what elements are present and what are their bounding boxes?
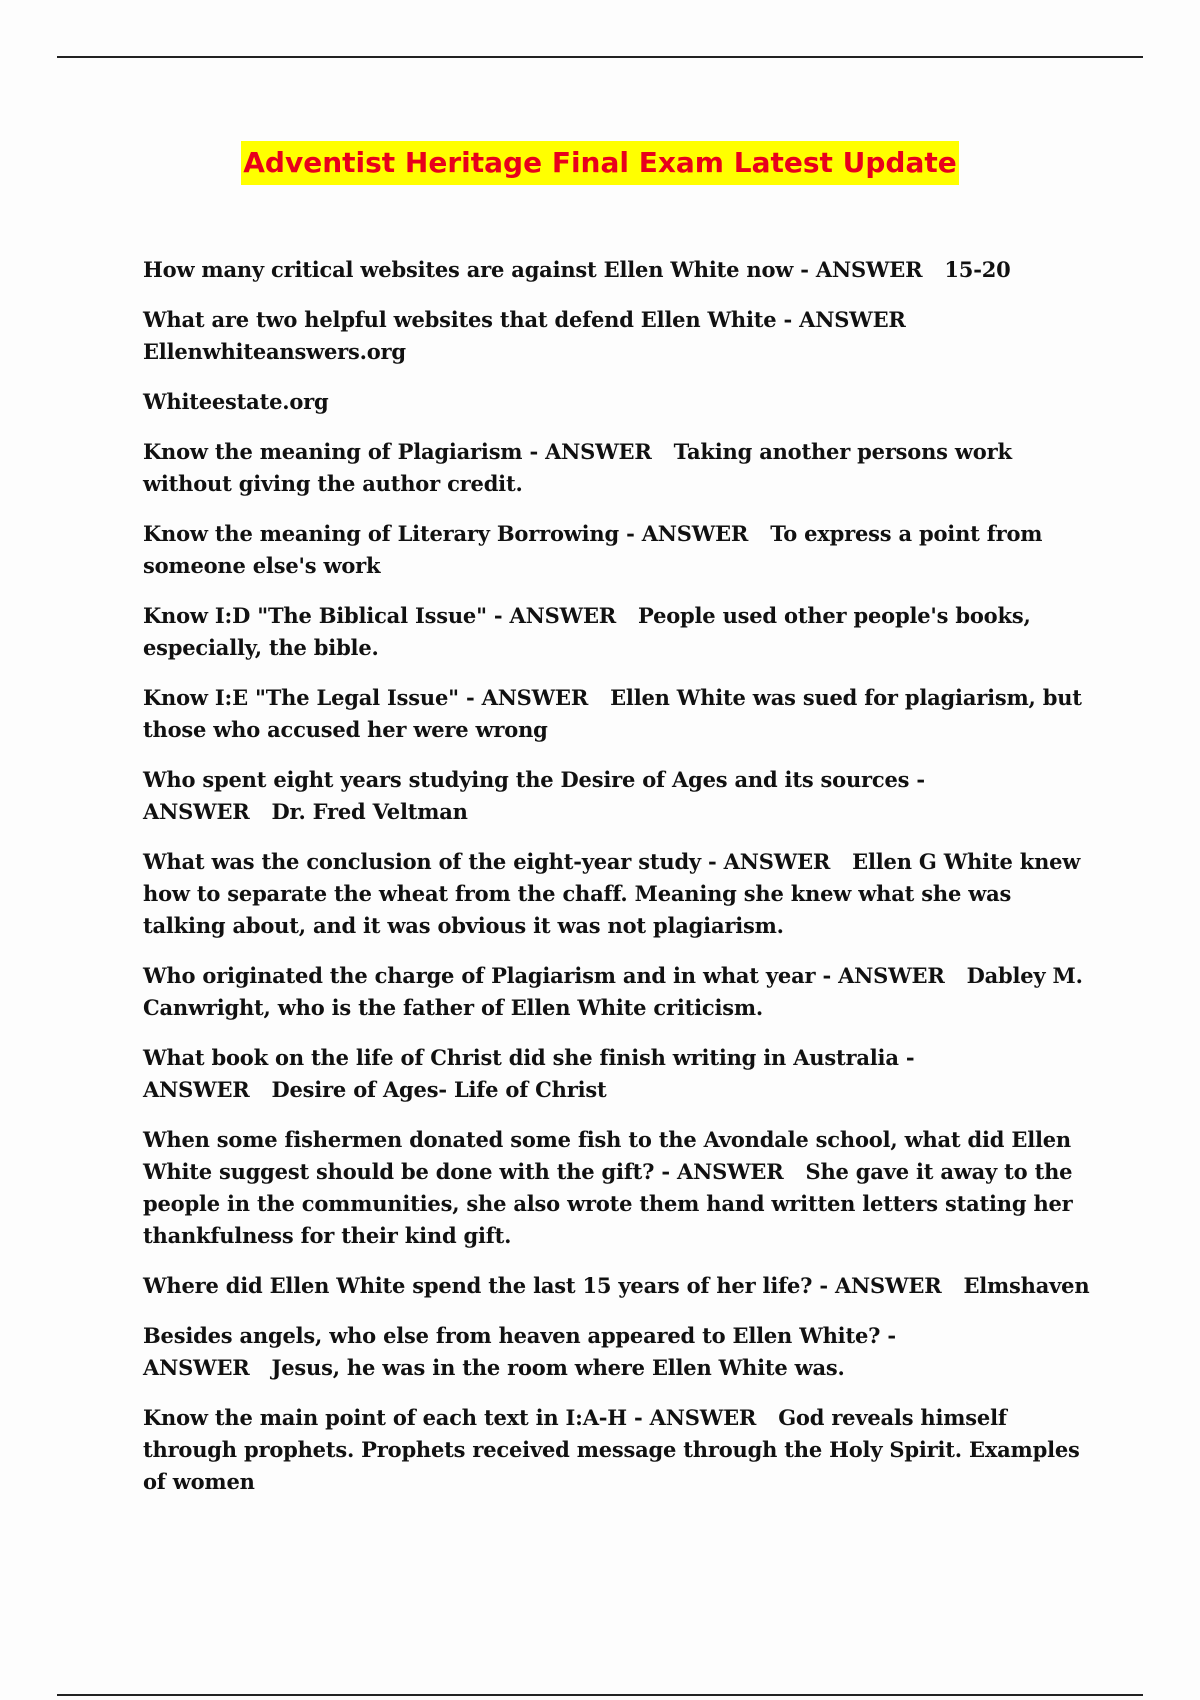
answer-text: Elmshaven [963,1273,1090,1298]
answer-text: Dabley M. Canwright, who is the father of Ellen White criticism. [143,963,1083,1020]
question-text: What are two helpful websites that defend Ellen White - ANSWER [143,307,906,332]
answer-text: Ellen G White knew how to separate the wheat from the chaff. Meaning she knew what she was talking about, and it was obvious it was not plagiarism. [143,849,1081,938]
answer-text: Taking another persons work without giving the author credit. [143,439,1012,496]
question-text: Who originated the charge of Plagiarism and in what year - ANSWER [143,963,945,988]
question-text: When some fishermen donated some fish to the Avondale school, what did Ellen White suggest should be done with the gift? - ANSWER [143,1127,1071,1184]
qa-item [143,600,1093,664]
document-title: Adventist Heritage Final Exam Latest Update [241,141,958,185]
question-text: Know I:E "The Legal Issue" - ANSWER [143,685,589,710]
answer-text: To express a point from someone else's work [143,521,1043,578]
qa-list [143,254,1093,1516]
qa-item [143,518,1093,582]
qa-item [143,386,1093,418]
question-text: What book on the life of Christ did she finish writing in Australia - ANSWER [143,1045,915,1102]
qa-item [143,1124,1093,1252]
qa-item [143,436,1093,500]
question-text: What was the conclusion of the eight-year study - ANSWER [143,849,831,874]
answer-text: Whiteestate.org [143,389,329,414]
question-text: Know the meaning of Literary Borrowing - ANSWER [143,521,749,546]
answer-text: People used other people's books, especially, the bible. [143,603,1031,660]
qa-item [143,1320,1093,1384]
answer-text: God reveals himself through prophets. Prophets received message through the Holy Spirit. Examples of women [143,1405,1080,1494]
answer-text: Ellen White was sued for plagiarism, but those who accused her were wrong [143,685,1082,742]
answer-text: Dr. Fred Veltman [271,799,468,824]
qa-item [143,1402,1093,1498]
answer-text: Ellenwhiteanswers.org [143,339,406,364]
answer-text: Jesus, he was in the room where Ellen White was. [271,1355,845,1380]
question-text: Know the main point of each text in I:A-H - ANSWER [143,1405,757,1430]
question-text: How many critical websites are against Ellen White now - ANSWER [143,257,923,282]
qa-item [143,304,1093,368]
qa-item [143,254,1093,286]
qa-item [143,764,1093,828]
answer-text: She gave it away to the people in the communities, she also wrote them hand written letters stating her thankfulness for their kind gift. [143,1159,1073,1248]
qa-item [143,682,1093,746]
answer-text: 15-20 [944,257,1011,282]
question-text: Besides angels, who else from heaven appeared to Ellen White? - ANSWER [143,1323,896,1380]
qa-item [143,846,1093,942]
qa-item [143,960,1093,1024]
footer-rule [57,1694,1143,1696]
question-text: Know I:D "The Biblical Issue" - ANSWER [143,603,617,628]
qa-item [143,1270,1093,1302]
header-rule [57,56,1143,58]
answer-text: Desire of Ages- Life of Christ [271,1077,607,1102]
question-text: Who spent eight years studying the Desire of Ages and its sources - ANSWER [143,767,925,824]
question-text: Where did Ellen White spend the last 15 years of her life? - ANSWER [143,1273,942,1298]
question-text: Know the meaning of Plagiarism - ANSWER [143,439,652,464]
qa-item [143,1042,1093,1106]
